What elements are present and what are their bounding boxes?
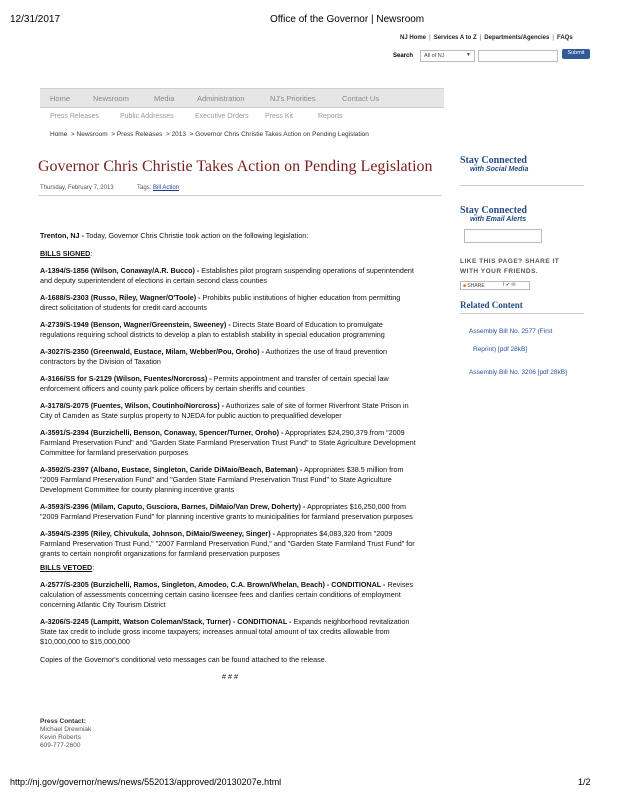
main-nav [40, 88, 444, 108]
bill-entry [40, 465, 440, 495]
vetoed-heading: BILLS VETOED [40, 563, 93, 572]
bill-description: enforcement officers and county park police officers by certain sheriffs and counties [40, 384, 305, 393]
article-body [40, 231, 440, 682]
intro-place: Trenton, NJ - [40, 231, 84, 240]
bill-entry [40, 401, 440, 421]
related-links [460, 320, 590, 379]
bill-description: Appropriates $4,083,320 from "2009 [275, 529, 393, 538]
bill-id: A-3166/SS for S-2129 (Wilson, Fuentes/Norcross) - [40, 374, 212, 383]
chevron-down-icon: ▼ [466, 52, 471, 58]
subnav-public-addresses[interactable]: Public Addresses [120, 113, 174, 120]
bill-description: Farmland Preservation Trust Fund," "2007 Farmland Preservation Fund," and "Garden State Farmland Trust Fund" for [40, 539, 415, 548]
bill-id: A-2577/S-2305 (Burzichelli, Ramos, Singleton, Amodeo, C.A. Brown/Whelan, Beach) - CONDITIONAL - [40, 580, 386, 589]
bill-description: contractors by the Division of Taxation [40, 357, 161, 366]
tag-link-bill-action[interactable]: Bill Action [153, 185, 180, 191]
bill-description: regulations requiring school districts to develop a plan to establish stability in special education programming [40, 330, 385, 339]
nav-contact[interactable]: Contact Us [342, 94, 380, 103]
share-label: SHARE [467, 283, 485, 289]
share-prompt-line: WITH YOUR FRIENDS. [460, 268, 539, 275]
bill-description: Establishes pilot program suspending operations of superintendent [199, 266, 414, 275]
social-icons: f ✔ ✉ [503, 282, 516, 288]
tags-label: Tags: [137, 185, 152, 191]
subnav-press-releases[interactable]: Press Releases [50, 113, 100, 120]
sidebar [460, 155, 590, 379]
top-links: NJ Home | Services A to Z | Departments/Agencies | FAQs [400, 35, 573, 41]
print-date: 12/31/2017 [10, 14, 61, 25]
title-divider [38, 195, 442, 196]
bill-id: A-2739/S-1949 (Benson, Wagner/Greenstein, Sweeney) - [40, 320, 231, 329]
related-link-ab3206[interactable]: Assembly Bill No. 3206 [pdf 28kB] [469, 369, 567, 376]
bill-id: A-1688/S-2303 (Russo, Riley, Wagner/O'Toole) - [40, 293, 201, 302]
bill-entry [40, 320, 440, 340]
bill-description: direct solicitation of students for credit card accounts [40, 303, 207, 312]
related-link-ab2577-cont[interactable]: Reprint) [pdf 28kB] [473, 346, 528, 353]
bill-id: A-1394/S-1856 (Wilson, Conaway/A.R. Bucco) - [40, 266, 200, 275]
sidebar-divider [460, 185, 584, 186]
bill-description: Directs State Board of Education to promulgate [230, 320, 383, 329]
top-link-nj-home[interactable]: NJ Home [400, 35, 427, 41]
signed-heading-line: BILLS SIGNED: [40, 249, 93, 258]
bill-description: Expands neighborhood revitalization [291, 617, 410, 626]
bill-description: State tax credit to include gross income taxpayers; increases annual total amount of tax credits allowable from [40, 627, 390, 636]
press-contact-label: Press Contact: [40, 718, 86, 725]
bill-description: Authorizes the use of fraud prevention [263, 347, 388, 356]
subnav-reports[interactable]: Reports [318, 113, 343, 120]
bill-entry [40, 347, 440, 367]
share-prompt-line: LIKE THIS PAGE? SHARE IT [460, 258, 560, 265]
share-icon: ■ [463, 283, 467, 289]
email-alert-input[interactable] [464, 229, 542, 243]
email-heading: Stay Connected [460, 205, 527, 216]
search-input[interactable] [478, 50, 558, 62]
bill-id: A-3178/S-2075 (Fuentes, Wilson, Coutinho/Norcross) - [40, 401, 225, 410]
bill-id: A-3206/S-2245 (Lampitt, Watson Coleman/Stack, Turner) - CONDITIONAL - [40, 617, 292, 626]
bill-description: Revises [385, 580, 414, 589]
bill-description: Prohibits public institutions of higher education from permitting [200, 293, 401, 302]
bill-description: calculation of assessments concerning certain casino licensee fees and clarifies certain conditions of employment [40, 590, 401, 599]
print-title: Office of the Governor | Newsroom [270, 14, 425, 25]
article-tags [137, 185, 179, 191]
bill-id: A-3591/S-2394 (Burzichelli, Benson, Conaway, Spencer/Turner, Oroho) - [40, 428, 284, 437]
top-link-departments[interactable]: Departments/Agencies [484, 35, 550, 41]
email-subheading: with Email Alerts [470, 216, 527, 223]
breadcrumb: Home > Newsroom > Press Releases > 2013 > Governor Chris Christie Takes Action on Pending Legislation [50, 131, 369, 138]
press-contact-name: Kevin Roberts [40, 734, 81, 741]
press-contact-phone: 609-777-2600 [40, 742, 81, 749]
bill-entry [40, 617, 440, 647]
bill-description: Committee for farmland preservation purposes [40, 448, 189, 457]
bill-description: Permits appointment and transfer of certain special law [211, 374, 389, 383]
intro [40, 231, 440, 241]
nav-administration[interactable]: Administration [197, 94, 245, 103]
subnav-executive-orders[interactable]: Executive Orders [195, 113, 249, 120]
nav-newsroom[interactable]: Newsroom [93, 94, 129, 103]
print-url: http://nj.gov/governor/news/news/552013/approved/20130207e.html [10, 777, 282, 787]
signed-bills-list [40, 266, 440, 559]
bill-entry [40, 580, 440, 610]
bill-entry [40, 428, 440, 458]
bill-entry [40, 293, 440, 313]
search-scope-select[interactable] [420, 50, 475, 62]
print-page-number: 1/2 [578, 777, 591, 787]
bill-description: "2009 Farmland Preservation Fund" and "Garden State Farmland Preservation Trust Fund" to State Agriculture [40, 475, 392, 484]
share-button[interactable] [460, 281, 530, 290]
top-link-faqs[interactable]: FAQs [557, 35, 573, 41]
page-title: Governor Chris Christie Takes Action on Pending Legislation [38, 158, 433, 175]
nav-media[interactable]: Media [154, 94, 175, 103]
closing-text: Copies of the Governor's conditional veto messages can be found attached to the release. [40, 655, 327, 664]
bill-entry [40, 502, 440, 522]
subnav-press-kit[interactable]: Press Kit [265, 113, 294, 120]
bill-entry [40, 374, 440, 394]
bill-entry [40, 529, 440, 559]
bill-description: and deputy superintendent of elections in certain second class counties [40, 276, 267, 285]
article-date: Thursday, February 7, 2013 [40, 185, 114, 191]
intro-text: Today, Governor Chris Christie took action on the following legislation: [83, 231, 309, 240]
related-divider [460, 313, 584, 314]
press-contact-name: Michael Drewniak [40, 726, 92, 733]
related-link-ab2577[interactable]: Assembly Bill No. 2577 (First [469, 328, 553, 335]
press-contact [40, 718, 91, 750]
search-submit-button[interactable]: Submit [562, 49, 590, 59]
bill-description: concerning Atlantic City Tourism District [40, 600, 166, 609]
bill-description: grants to certain nonprofit organizations for farmland preservation purposes [40, 549, 280, 558]
bill-description: $10,000,000 to $15,000,000 [40, 637, 130, 646]
bill-id: A-3593/S-2396 (Milam, Caputo, Gusciora, Barnes, DiMaio/Van Drew, Doherty) - [40, 502, 306, 511]
end-mark: # # # [222, 672, 238, 681]
bill-id: A-3592/S-2397 (Albano, Eustace, Singleton, Caride DiMaio/Beach, Bateman) - [40, 465, 303, 474]
vetoed-bills-list [40, 580, 440, 647]
bill-description: Appropriates $38.5 million from [302, 465, 404, 474]
bill-description: Farmland Preservation Fund" and "Garden State Farmland Preservation Trust Fund" to State Agriculture Development [40, 438, 416, 447]
nav-priorities[interactable]: NJ's Priorities [270, 94, 316, 103]
bill-description: "2009 Farmland Preservation Fund" for planning incentive grants to municipalities for farmland preservation purposes [40, 512, 413, 521]
bill-description: Appropriates $24,290,379 from "2009 [283, 428, 405, 437]
share-prompt [460, 257, 590, 277]
bill-description: Authorizes sale of site of former Riverfront State Prison in [224, 401, 409, 410]
bill-description: Appropriates $16,250,000 from [305, 502, 407, 511]
social-heading: Stay Connected [460, 155, 527, 166]
social-subheading[interactable]: with Social Media [470, 166, 529, 173]
search-label: Search [393, 53, 414, 59]
signed-heading: BILLS SIGNED [40, 249, 91, 258]
bill-description: City of Camden as State surplus property to NJEDA for public auction to prequalified developer [40, 411, 342, 420]
sub-nav [40, 113, 444, 125]
bill-description: Development Committee for county planning incentive grants [40, 485, 235, 494]
vetoed-heading-line: BILLS VETOED: [40, 563, 95, 572]
search-scope-value: All of NJ [424, 53, 445, 59]
bill-id: A-3027/S-2350 (Greenwald, Eustace, Milam, Webber/Pou, Oroho) - [40, 347, 264, 356]
nav-home[interactable]: Home [50, 94, 71, 103]
bill-entry [40, 266, 440, 286]
top-link-services[interactable]: Services A to Z [433, 35, 477, 41]
related-heading: Related Content [460, 300, 523, 310]
bill-id: A-3594/S-2395 (Riley, Chivukula, Johnson, DiMaio/Sweeney, Singer) - [40, 529, 275, 538]
